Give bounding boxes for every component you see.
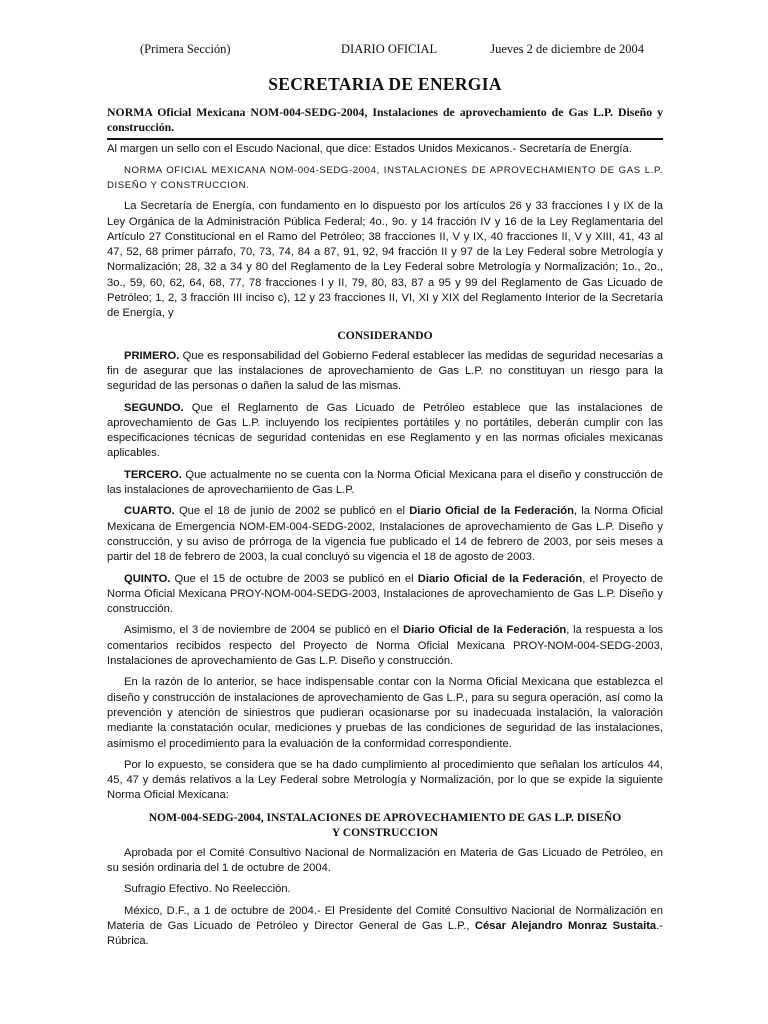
razon-paragraph: En la razón de lo anterior, se hace indispensable contar con la Norma Oficial Mexicana que establezca el diseño y construcción de instalaciones de aprovechamiento de Gas L.P., para su segura operación, así como la prevención y atención de siniestros que pudieran ocasionarse por su inadecuada instalación, la valoración mediante la constatación ocular, mediciones y pruebas de las condiciones de seguridad de las instalaciones, asimismo el procedimiento para la evaluación de la conformidad correspondiente. — [107, 676, 663, 750]
header-section: (Primera Sección) — [140, 42, 231, 56]
cuarto-text-2: , la Norma Oficial Mexicana de Emergencia NOM-EM-004-SEDG-2002, Instalaciones de aprovechamiento de Gas L.P. Diseño y construcción, y su aviso de prórroga de la vigencia fue publicado el 14 de febrero de 2003, por seis meses a partir del 18 de febrero de 2003, la cual concluyó su vigencia el 18 de agosto de 2003. — [107, 505, 663, 564]
quinto-dof: Diario Oficial de la Federación — [417, 572, 583, 585]
expuesto-paragraph: Por lo expuesto, se considera que se ha dado cumplimiento al procedimiento que señalan los artículos 44, 45, 47 y demás relativos a la Ley Federal sobre Metrología y Normalización, por lo que se expide la siguiente Norma Oficial Mexicana: — [107, 758, 663, 802]
firma-paragraph — [107, 904, 663, 950]
secretaria-title: SECRETARIA DE ENERGIA — [268, 74, 502, 94]
asimismo-dof: Diario Oficial de la Federación — [402, 624, 567, 637]
quinto-paragraph — [107, 572, 663, 618]
primero-text: Que es responsabilidad del Gobierno Federal establecer las medidas de seguridad necesarias a fin de asegurar que las instalaciones de aprovechamiento de Gas L.P. no constituyan un riesgo para la seguridad de las personas o dañen la salud de las mismas. — [107, 349, 663, 393]
aprobada-paragraph: Aprobada por el Comité Consultivo Nacional de Normalización en Materia de Gas Licuado de Petróleo, en su sesión ordinaria del 1 de octubre de 2004. — [107, 846, 663, 874]
cuarto-label: CUARTO. — [124, 505, 175, 518]
firma-name: César Alejandro Monraz Sustaita — [474, 919, 657, 932]
header-date: Jueves 2 de diciembre de 2004 — [490, 42, 644, 56]
segundo-label: SEGUNDO. — [124, 401, 184, 414]
tercero-paragraph — [107, 468, 663, 499]
nom-title: NOM-004-SEDG-2004, INSTALACIONES DE APROVECHAMIENTO DE GAS L.P. DISEÑO Y CONSTRUCCION — [148, 810, 622, 839]
asimismo-text-1: Asimismo, el 3 de noviembre de 2004 se publicó en el — [124, 624, 403, 637]
document-body — [107, 74, 663, 955]
asimismo-text-2: , la respuesta a los comentarios recibidos respecto del Proyecto de Norma Oficial Mexicana PROY-NOM-004-SEDG-2003, Instalaciones de aprovechamiento de Gas L.P. Diseño y construcción. — [107, 624, 664, 668]
cuarto-paragraph — [107, 504, 663, 565]
header-publication: DIARIO OFICIAL — [341, 42, 438, 56]
quinto-text-1: Que el 15 de octubre de 2003 se publicó en el — [170, 572, 418, 585]
quinto-text-2: , el Proyecto de Norma Oficial Mexicana PROY-NOM-004-SEDG-2003, Instalaciones de aprovechamiento de Gas L.P. Diseño y construcción. — [107, 572, 664, 616]
norma-caps-title: NORMA OFICIAL MEXICANA NOM-004-SEDG-2004, INSTALACIONES DE APROVECHAMIENTO DE GAS L.P. DISEÑO Y CONSTRUCCION. — [107, 165, 663, 192]
margin-note: Al margen un sello con el Escudo Nacional, que dice: Estados Unidos Mexicanos.- Secretaría de Energía. — [107, 143, 632, 155]
tercero-text: Que actualmente no se cuenta con la Norma Oficial Mexicana para el diseño y construcción de las instalaciones de aprovechamiento de Gas L.P. — [107, 468, 663, 497]
firma-text: México, D.F., a 1 de octubre de 2004.- El Presidente del Comité Consultivo Nacional de Normalización en Materia de Gas Licuado de Petróleo y Director General de Gas L.P., — [107, 904, 663, 932]
primero-paragraph — [107, 349, 663, 395]
segundo-text: Que el Reglamento de Gas Licuado de Petróleo establece que las instalaciones de aprovechamiento de Gas L.P. incluyendo los recipientes portátiles y no portátiles, deberán cumplir con las especificaciones técnicas de seguridad contenidas en ese Reglamento y en las normas oficiales mexicanas aplicables. — [107, 401, 663, 460]
cuarto-dof: Diario Oficial de la Federación — [409, 505, 574, 518]
sufragio-paragraph: Sufragio Efectivo. No Reelección. — [124, 883, 291, 896]
segundo-paragraph — [107, 401, 663, 462]
primero-label: PRIMERO. — [124, 349, 180, 362]
firma-end: .- Rúbrica. — [107, 919, 663, 948]
norma-heading: NORMA Oficial Mexicana NOM-004-SEDG-2004, Instalaciones de aprovechamiento de Gas L.P. Diseño y construcción. — [107, 105, 663, 140]
page-header — [107, 42, 663, 62]
cuarto-text-1: Que el 18 de junio de 2002 se publicó en el — [174, 505, 410, 518]
considerando-heading: CONSIDERANDO — [337, 328, 433, 342]
asimismo-paragraph — [107, 623, 663, 669]
tercero-label: TERCERO. — [124, 468, 182, 481]
quinto-label: QUINTO. — [124, 572, 171, 585]
preamble-paragraph: La Secretaría de Energía, con fundamento en lo dispuesto por los artículos 26 y 33 fracciones I y IX de la Ley Orgánica de la Administración Pública Federal; 4o., 9o. y 14 fracción IV y 16 de la Ley Reglamentaria del Artículo 27 Constitucional en el Ramo del Petróleo; 38 fracciones II, V y IX, 40 fracciones II, V y XIII, 41, 43 al 47, 52, 68 primer párrafo, 70, 73, 74, 84 a 87, 91, 92, 94 fracción II y 97 de la Ley Federal sobre Metrología y Normalización; 28, 32 a 34 y 80 del Reglamento de la Ley Federal sobre Metrología y Normalización; 1o., 2o., 3o., 59, 60, 62, 64, 68, 77, 78 fracciones I y II, 79, 80, 83, 87 a 95 y 99 del Reglamento de Gas Licuado de Petróleo; 1, 2, 3 fracción III inciso c), 12 y 23 fracciones II, VI, XI y XIX del Reglamento Interior de la Secretaría de Energía, y — [107, 200, 663, 320]
